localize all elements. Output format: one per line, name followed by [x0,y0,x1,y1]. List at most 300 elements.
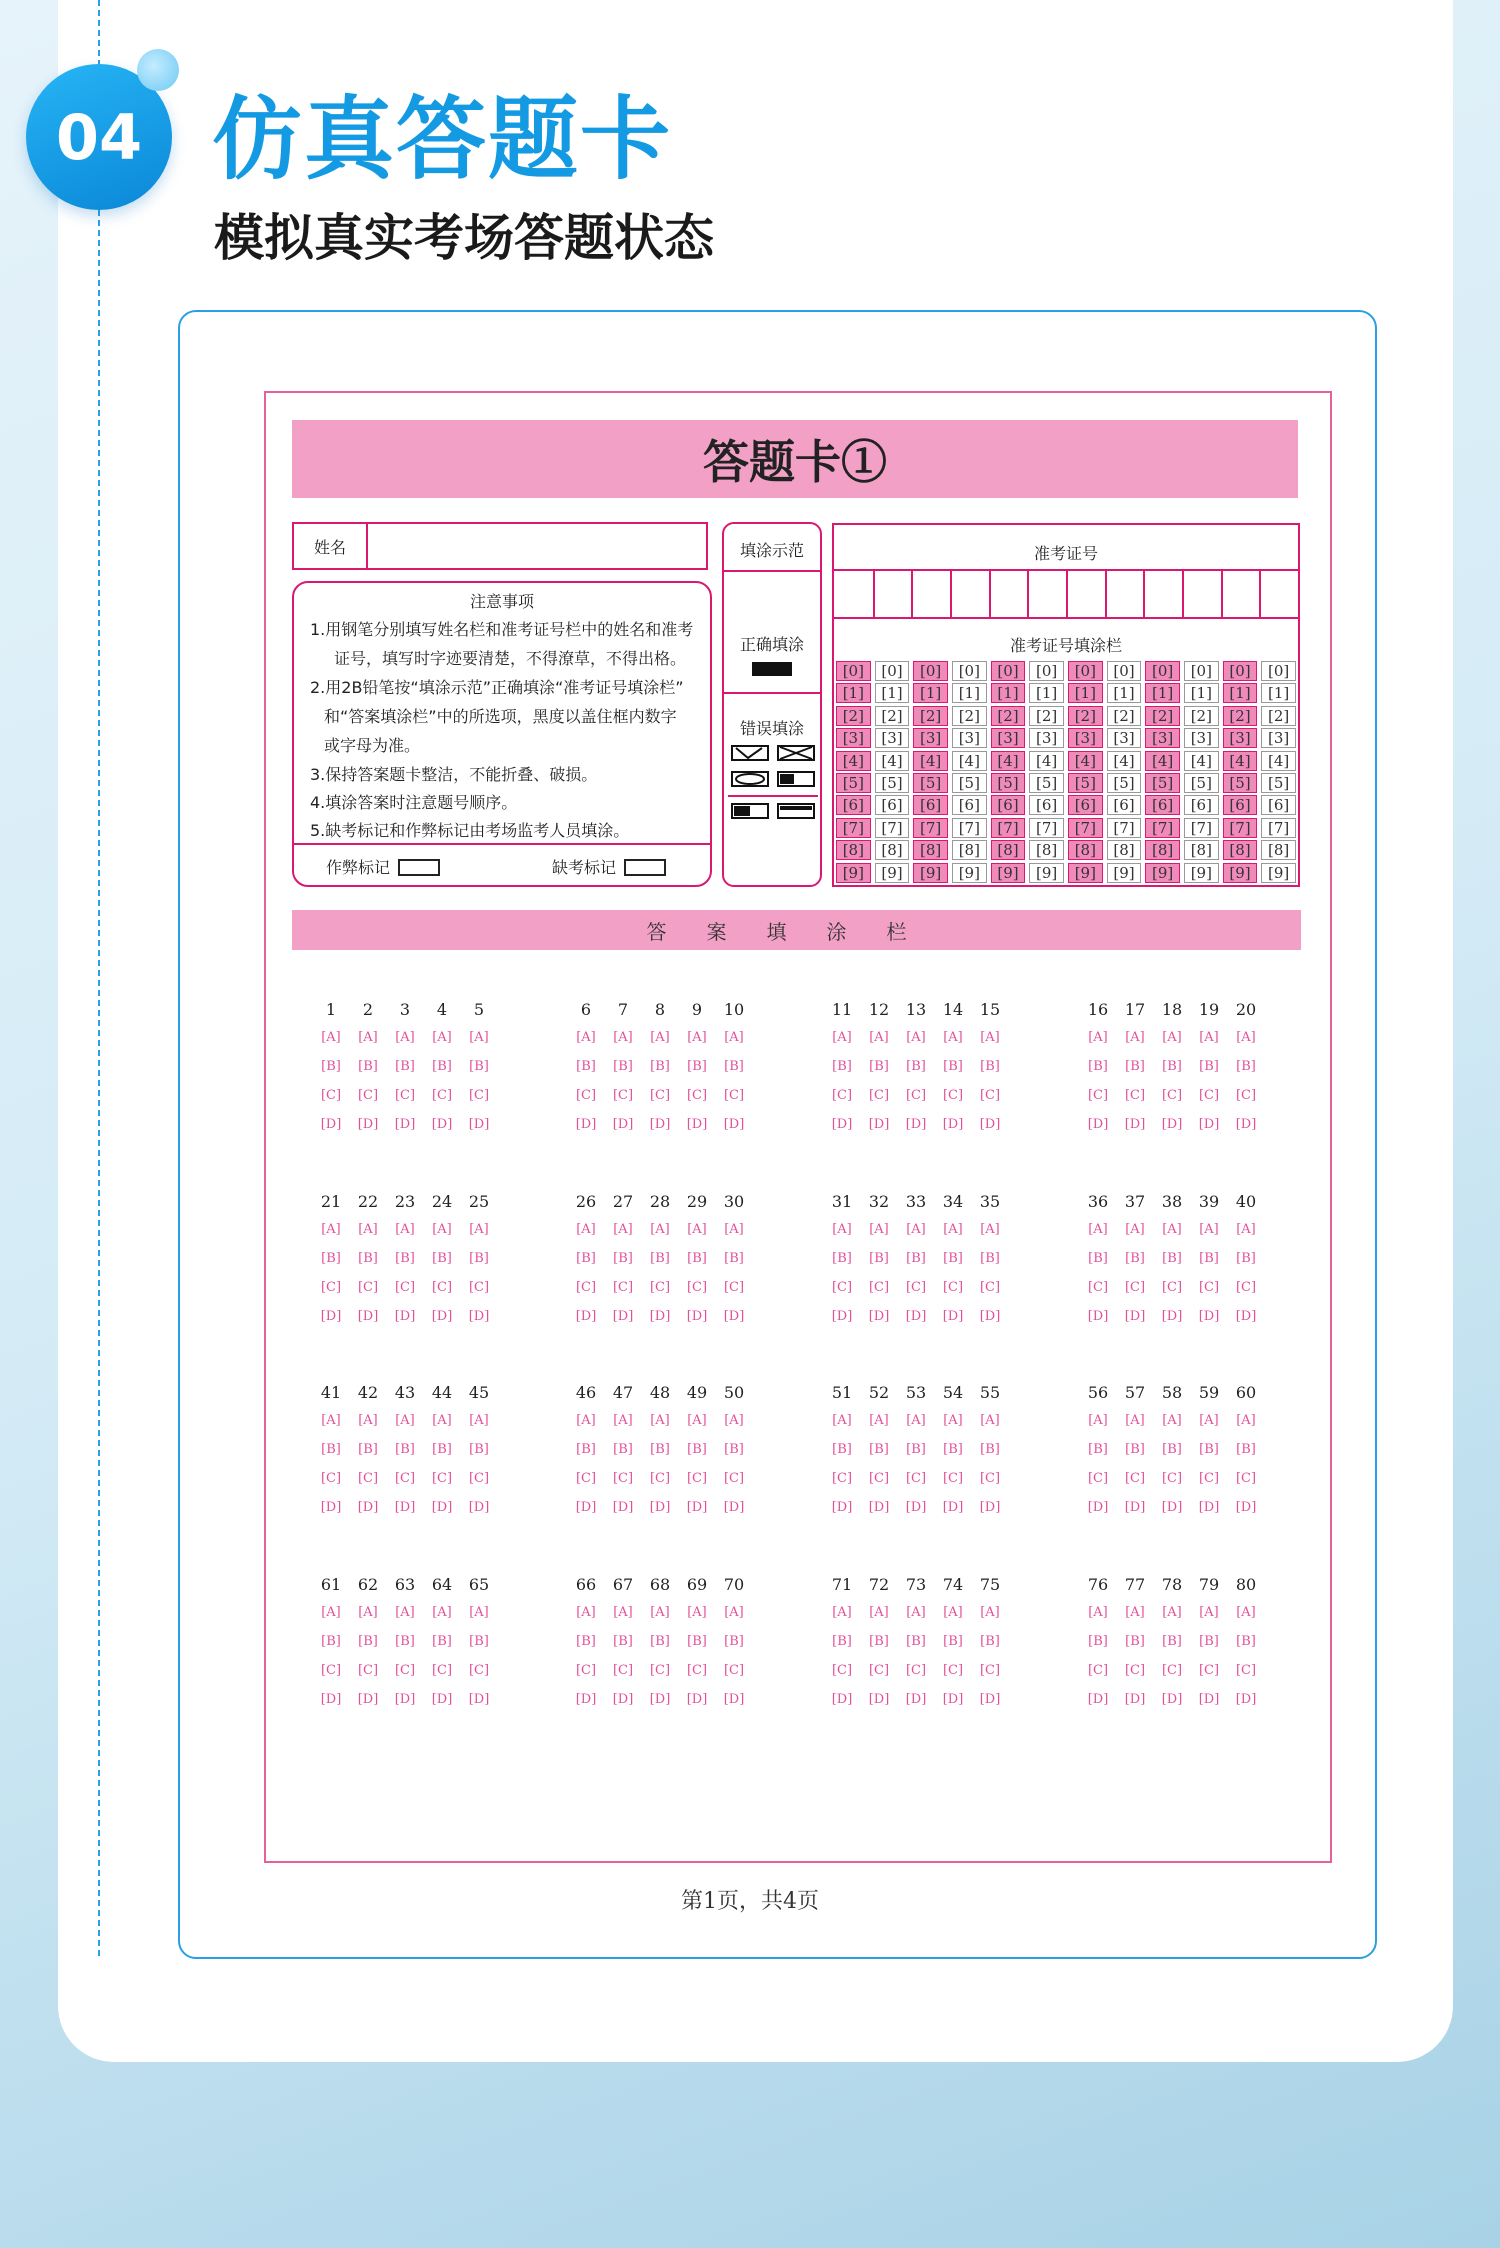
exam-digit-bubble[interactable]: [8] [1107,840,1142,860]
exam-digit-bubble[interactable]: [7] [836,818,871,838]
answer-option-bubble[interactable]: [D] [942,1309,964,1324]
exam-digit-bubble[interactable]: [1] [1184,683,1219,703]
answer-option-bubble[interactable]: [C] [942,1088,964,1103]
exam-digit-bubble[interactable]: [2] [1223,706,1258,726]
exam-digit-bubble[interactable]: [5] [1261,773,1296,793]
answer-option-bubble[interactable]: [A] [1236,1413,1256,1428]
answer-option-bubble[interactable]: [B] [395,1634,415,1649]
exam-digit-bubble[interactable]: [7] [1184,818,1219,838]
exam-digit-bubble[interactable]: [4] [1029,751,1064,771]
answer-option-bubble[interactable]: [A] [321,1222,341,1237]
answer-option-bubble[interactable]: [D] [905,1500,927,1515]
answer-option-bubble[interactable]: [B] [395,1251,415,1266]
exam-number-write-cell[interactable] [911,571,950,617]
answer-option-bubble[interactable]: [D] [394,1500,416,1515]
answer-option-bubble[interactable]: [B] [469,1251,489,1266]
exam-digit-bubble[interactable]: [7] [1068,818,1103,838]
answer-option-bubble[interactable]: [A] [650,1030,670,1045]
exam-digit-bubble[interactable]: [0] [836,661,871,681]
answer-option-bubble[interactable]: [C] [1161,1280,1183,1295]
answer-option-bubble[interactable]: [A] [980,1605,1000,1620]
exam-digit-bubble[interactable]: [1] [1261,683,1296,703]
answer-option-bubble[interactable]: [C] [723,1280,745,1295]
exam-digit-bubble[interactable]: [6] [1029,795,1064,815]
answer-option-bubble[interactable]: [A] [358,1222,378,1237]
answer-option-bubble[interactable]: [D] [1235,1117,1257,1132]
answer-option-bubble[interactable]: [D] [612,1117,634,1132]
exam-digit-bubble[interactable]: [1] [1068,683,1103,703]
answer-option-bubble[interactable]: [A] [1236,1605,1256,1620]
exam-digit-bubble[interactable]: [4] [1068,751,1103,771]
answer-option-bubble[interactable]: [C] [942,1471,964,1486]
answer-option-bubble[interactable]: [A] [943,1030,963,1045]
answer-option-bubble[interactable]: [D] [1087,1309,1109,1324]
exam-digit-bubble[interactable]: [4] [952,751,987,771]
answer-option-bubble[interactable]: [D] [1235,1500,1257,1515]
answer-option-bubble[interactable]: [D] [1198,1117,1220,1132]
answer-option-bubble[interactable]: [B] [650,1442,670,1457]
answer-option-bubble[interactable]: [A] [469,1030,489,1045]
answer-option-bubble[interactable]: [B] [943,1059,963,1074]
exam-digit-bubble[interactable]: [4] [836,751,871,771]
answer-option-bubble[interactable]: [D] [723,1692,745,1707]
exam-digit-bubble[interactable]: [0] [952,661,987,681]
answer-option-bubble[interactable]: [B] [432,1059,452,1074]
answer-option-bubble[interactable]: [B] [613,1442,633,1457]
exam-digit-bubble[interactable]: [3] [1261,728,1296,748]
answer-option-bubble[interactable]: [C] [1161,1088,1183,1103]
name-field[interactable] [292,522,708,570]
answer-option-bubble[interactable]: [C] [686,1280,708,1295]
answer-option-bubble[interactable]: [B] [832,1634,852,1649]
exam-digit-bubble[interactable]: [4] [875,751,910,771]
answer-option-bubble[interactable]: [B] [576,1442,596,1457]
exam-digit-bubble[interactable]: [7] [875,818,910,838]
answer-option-bubble[interactable]: [C] [1161,1471,1183,1486]
exam-digit-bubble[interactable]: [7] [1029,818,1064,838]
answer-option-bubble[interactable]: [B] [613,1634,633,1649]
answer-option-bubble[interactable]: [B] [1088,1634,1108,1649]
exam-digit-bubble[interactable]: [4] [1223,751,1258,771]
answer-option-bubble[interactable]: [C] [723,1088,745,1103]
exam-digit-bubble[interactable]: [9] [913,863,948,883]
answer-option-bubble[interactable]: [D] [394,1309,416,1324]
answer-option-bubble[interactable]: [C] [905,1663,927,1678]
answer-option-bubble[interactable]: [A] [576,1030,596,1045]
answer-option-bubble[interactable]: [C] [1087,1280,1109,1295]
answer-option-bubble[interactable]: [B] [1199,1634,1219,1649]
exam-digit-bubble[interactable]: [6] [913,795,948,815]
answer-option-bubble[interactable]: [C] [1124,1663,1146,1678]
answer-option-bubble[interactable]: [A] [906,1222,926,1237]
exam-digit-bubble[interactable]: [1] [1223,683,1258,703]
exam-digit-bubble[interactable]: [1] [836,683,871,703]
answer-option-bubble[interactable]: [C] [649,1471,671,1486]
answer-option-bubble[interactable]: [A] [724,1413,744,1428]
exam-digit-bubble[interactable]: [3] [952,728,987,748]
answer-option-bubble[interactable]: [A] [432,1605,452,1620]
answer-option-bubble[interactable]: [C] [905,1280,927,1295]
absent-mark-box[interactable] [624,859,666,876]
exam-digit-bubble[interactable]: [8] [952,840,987,860]
answer-option-bubble[interactable]: [D] [942,1692,964,1707]
answer-option-bubble[interactable]: [C] [468,1088,490,1103]
answer-option-bubble[interactable]: [C] [320,1663,342,1678]
answer-option-bubble[interactable]: [A] [1162,1030,1182,1045]
answer-option-bubble[interactable]: [A] [869,1222,889,1237]
answer-option-bubble[interactable]: [A] [906,1413,926,1428]
exam-digit-bubble[interactable]: [3] [1029,728,1064,748]
exam-number-write-cell[interactable] [989,571,1028,617]
exam-digit-bubble[interactable]: [2] [1029,706,1064,726]
answer-option-bubble[interactable]: [A] [724,1605,744,1620]
answer-option-bubble[interactable]: [C] [868,1088,890,1103]
exam-digit-bubble[interactable]: [0] [1261,661,1296,681]
answer-option-bubble[interactable]: [A] [1088,1222,1108,1237]
answer-option-bubble[interactable]: [D] [868,1500,890,1515]
answer-option-bubble[interactable]: [B] [980,1059,1000,1074]
answer-option-bubble[interactable]: [C] [831,1088,853,1103]
answer-option-bubble[interactable]: [C] [394,1471,416,1486]
exam-digit-bubble[interactable]: [2] [1068,706,1103,726]
answer-option-bubble[interactable]: [A] [1162,1222,1182,1237]
answer-option-bubble[interactable]: [D] [979,1309,1001,1324]
answer-option-bubble[interactable]: [C] [1124,1280,1146,1295]
answer-option-bubble[interactable]: [A] [613,1030,633,1045]
answer-option-bubble[interactable]: [D] [1161,1692,1183,1707]
answer-option-bubble[interactable]: [D] [649,1309,671,1324]
answer-option-bubble[interactable]: [A] [943,1222,963,1237]
answer-option-bubble[interactable]: [D] [320,1692,342,1707]
answer-option-bubble[interactable]: [B] [432,1251,452,1266]
answer-option-bubble[interactable]: [D] [942,1500,964,1515]
answer-option-bubble[interactable]: [C] [686,1088,708,1103]
exam-digit-bubble[interactable]: [9] [1029,863,1064,883]
exam-number-write-cell[interactable] [873,571,912,617]
answer-option-bubble[interactable]: [A] [943,1605,963,1620]
exam-number-write-cell[interactable] [950,571,989,617]
exam-digit-bubble[interactable]: [2] [952,706,987,726]
answer-option-bubble[interactable]: [C] [612,1280,634,1295]
answer-option-bubble[interactable]: [A] [869,1030,889,1045]
exam-digit-bubble[interactable]: [2] [1261,706,1296,726]
exam-digit-bubble[interactable]: [9] [836,863,871,883]
answer-option-bubble[interactable]: [A] [321,1605,341,1620]
exam-digit-bubble[interactable]: [7] [952,818,987,838]
answer-option-bubble[interactable]: [C] [905,1471,927,1486]
exam-digit-bubble[interactable]: [7] [1261,818,1296,838]
answer-option-bubble[interactable]: [A] [650,1413,670,1428]
answer-option-bubble[interactable]: [D] [649,1692,671,1707]
answer-option-bubble[interactable]: [B] [613,1059,633,1074]
answer-option-bubble[interactable]: [C] [868,1471,890,1486]
answer-option-bubble[interactable]: [D] [868,1309,890,1324]
exam-digit-bubble[interactable]: [0] [1184,661,1219,681]
answer-option-bubble[interactable]: [B] [1162,1634,1182,1649]
exam-digit-bubble[interactable]: [9] [991,863,1026,883]
exam-digit-bubble[interactable]: [2] [1107,706,1142,726]
exam-digit-bubble[interactable]: [0] [1145,661,1180,681]
answer-option-bubble[interactable]: [C] [1161,1663,1183,1678]
answer-option-bubble[interactable]: [C] [868,1280,890,1295]
answer-option-bubble[interactable]: [C] [1235,1471,1257,1486]
answer-option-bubble[interactable]: [D] [1124,1500,1146,1515]
answer-option-bubble[interactable]: [D] [575,1692,597,1707]
answer-option-bubble[interactable]: [D] [1198,1692,1220,1707]
exam-digit-bubble[interactable]: [1] [952,683,987,703]
answer-option-bubble[interactable]: [C] [649,1280,671,1295]
answer-option-bubble[interactable]: [C] [1198,1663,1220,1678]
answer-option-bubble[interactable]: [C] [979,1088,1001,1103]
answer-option-bubble[interactable]: [D] [1161,1500,1183,1515]
answer-option-bubble[interactable]: [C] [723,1663,745,1678]
answer-option-bubble[interactable]: [A] [469,1605,489,1620]
exam-digit-bubble[interactable]: [1] [913,683,948,703]
answer-option-bubble[interactable]: [D] [1124,1309,1146,1324]
answer-option-bubble[interactable]: [D] [1087,1117,1109,1132]
answer-option-bubble[interactable]: [A] [576,1222,596,1237]
answer-option-bubble[interactable]: [A] [358,1413,378,1428]
answer-option-bubble[interactable]: [A] [832,1030,852,1045]
answer-option-bubble[interactable]: [D] [979,1500,1001,1515]
answer-option-bubble[interactable]: [B] [1199,1251,1219,1266]
answer-option-bubble[interactable]: [A] [395,1222,415,1237]
answer-option-bubble[interactable]: [B] [1162,1251,1182,1266]
answer-option-bubble[interactable]: [D] [723,1117,745,1132]
exam-digit-bubble[interactable]: [2] [1145,706,1180,726]
answer-option-bubble[interactable]: [C] [320,1280,342,1295]
exam-digit-bubble[interactable]: [7] [1107,818,1142,838]
exam-digit-bubble[interactable]: [3] [991,728,1026,748]
answer-option-bubble[interactable]: [B] [1236,1059,1256,1074]
answer-option-bubble[interactable]: [A] [469,1222,489,1237]
answer-option-bubble[interactable]: [C] [1198,1088,1220,1103]
answer-option-bubble[interactable]: [A] [980,1222,1000,1237]
answer-option-bubble[interactable]: [D] [575,1500,597,1515]
exam-digit-bubble[interactable]: [1] [1107,683,1142,703]
answer-option-bubble[interactable]: [B] [432,1634,452,1649]
answer-option-bubble[interactable]: [B] [469,1059,489,1074]
answer-option-bubble[interactable]: [C] [868,1663,890,1678]
answer-option-bubble[interactable]: [C] [612,1663,634,1678]
answer-option-bubble[interactable]: [C] [575,1663,597,1678]
exam-number-write-cell[interactable] [1105,571,1144,617]
answer-option-bubble[interactable]: [B] [1162,1442,1182,1457]
answer-option-bubble[interactable]: [A] [980,1413,1000,1428]
exam-digit-bubble[interactable]: [1] [1145,683,1180,703]
exam-digit-bubble[interactable]: [3] [1107,728,1142,748]
answer-option-bubble[interactable]: [D] [905,1309,927,1324]
answer-option-bubble[interactable]: [C] [979,1280,1001,1295]
answer-option-bubble[interactable]: [C] [468,1471,490,1486]
exam-digit-bubble[interactable]: [4] [991,751,1026,771]
answer-option-bubble[interactable]: [A] [1125,1222,1145,1237]
exam-digit-bubble[interactable]: [5] [1068,773,1103,793]
answer-option-bubble[interactable]: [B] [943,1251,963,1266]
exam-digit-bubble[interactable]: [0] [913,661,948,681]
answer-option-bubble[interactable]: [B] [1088,1251,1108,1266]
answer-option-bubble[interactable]: [C] [942,1280,964,1295]
answer-option-bubble[interactable]: [A] [576,1605,596,1620]
answer-option-bubble[interactable]: [C] [357,1663,379,1678]
answer-option-bubble[interactable]: [D] [468,1309,490,1324]
answer-option-bubble[interactable]: [D] [431,1309,453,1324]
exam-digit-bubble[interactable]: [5] [1029,773,1064,793]
answer-option-bubble[interactable]: [D] [320,1117,342,1132]
answer-option-bubble[interactable]: [D] [723,1309,745,1324]
answer-option-bubble[interactable]: [D] [1124,1692,1146,1707]
answer-option-bubble[interactable]: [B] [687,1059,707,1074]
answer-option-bubble[interactable]: [B] [1236,1634,1256,1649]
answer-option-bubble[interactable]: [D] [868,1692,890,1707]
answer-option-bubble[interactable]: [D] [979,1692,1001,1707]
answer-option-bubble[interactable]: [B] [576,1059,596,1074]
answer-option-bubble[interactable]: [A] [687,1413,707,1428]
answer-option-bubble[interactable]: [C] [831,1663,853,1678]
answer-option-bubble[interactable]: [B] [906,1442,926,1457]
answer-option-bubble[interactable]: [C] [1235,1280,1257,1295]
answer-option-bubble[interactable]: [D] [320,1500,342,1515]
answer-option-bubble[interactable]: [C] [686,1663,708,1678]
answer-option-bubble[interactable]: [B] [832,1059,852,1074]
exam-digit-bubble[interactable]: [2] [913,706,948,726]
exam-digit-bubble[interactable]: [8] [1184,840,1219,860]
answer-option-bubble[interactable]: [B] [943,1442,963,1457]
exam-digit-bubble[interactable]: [0] [1223,661,1258,681]
answer-option-bubble[interactable]: [D] [1198,1309,1220,1324]
answer-option-bubble[interactable]: [C] [1124,1088,1146,1103]
answer-option-bubble[interactable]: [D] [394,1692,416,1707]
answer-option-bubble[interactable]: [D] [1235,1692,1257,1707]
answer-option-bubble[interactable]: [D] [979,1117,1001,1132]
answer-option-bubble[interactable]: [B] [1199,1059,1219,1074]
answer-option-bubble[interactable]: [C] [431,1663,453,1678]
answer-option-bubble[interactable]: [A] [432,1222,452,1237]
exam-digit-bubble[interactable]: [8] [1029,840,1064,860]
exam-digit-bubble[interactable]: [3] [1184,728,1219,748]
answer-option-bubble[interactable]: [D] [1198,1500,1220,1515]
exam-digit-bubble[interactable]: [8] [991,840,1026,860]
exam-digit-bubble[interactable]: [8] [1068,840,1103,860]
answer-option-bubble[interactable]: [D] [612,1692,634,1707]
exam-digit-bubble[interactable]: [8] [836,840,871,860]
answer-option-bubble[interactable]: [A] [1088,1605,1108,1620]
answer-option-bubble[interactable]: [A] [321,1030,341,1045]
answer-option-bubble[interactable]: [C] [612,1471,634,1486]
answer-option-bubble[interactable]: [A] [613,1222,633,1237]
exam-digit-bubble[interactable]: [2] [875,706,910,726]
answer-option-bubble[interactable]: [D] [1161,1117,1183,1132]
answer-option-bubble[interactable]: [A] [1236,1222,1256,1237]
answer-option-bubble[interactable]: [B] [321,1634,341,1649]
answer-option-bubble[interactable]: [B] [358,1059,378,1074]
answer-option-bubble[interactable]: [B] [724,1059,744,1074]
answer-option-bubble[interactable]: [B] [906,1251,926,1266]
cheat-mark-box[interactable] [398,859,440,876]
answer-option-bubble[interactable]: [C] [575,1280,597,1295]
exam-digit-bubble[interactable]: [9] [1261,863,1296,883]
answer-option-bubble[interactable]: [C] [686,1471,708,1486]
exam-digit-bubble[interactable]: [4] [913,751,948,771]
exam-digit-bubble[interactable]: [6] [836,795,871,815]
answer-option-bubble[interactable]: [C] [1087,1088,1109,1103]
answer-option-bubble[interactable]: [B] [832,1251,852,1266]
answer-option-bubble[interactable]: [B] [906,1059,926,1074]
exam-digit-bubble[interactable]: [5] [913,773,948,793]
answer-option-bubble[interactable]: [B] [576,1634,596,1649]
answer-option-bubble[interactable]: [A] [724,1030,744,1045]
exam-digit-bubble[interactable]: [9] [1068,863,1103,883]
answer-option-bubble[interactable]: [A] [358,1030,378,1045]
answer-option-bubble[interactable]: [B] [943,1634,963,1649]
answer-option-bubble[interactable]: [C] [649,1663,671,1678]
answer-option-bubble[interactable]: [D] [831,1117,853,1132]
answer-option-bubble[interactable]: [A] [980,1030,1000,1045]
answer-option-bubble[interactable]: [D] [612,1309,634,1324]
exam-digit-bubble[interactable]: [4] [1261,751,1296,771]
exam-digit-bubble[interactable]: [7] [1145,818,1180,838]
answer-option-bubble[interactable]: [D] [942,1117,964,1132]
answer-option-bubble[interactable]: [A] [613,1413,633,1428]
answer-option-bubble[interactable]: [A] [1162,1413,1182,1428]
answer-option-bubble[interactable]: [B] [358,1634,378,1649]
answer-option-bubble[interactable]: [A] [1162,1605,1182,1620]
answer-option-bubble[interactable]: [B] [650,1059,670,1074]
answer-option-bubble[interactable]: [C] [612,1088,634,1103]
exam-digit-bubble[interactable]: [6] [1261,795,1296,815]
answer-option-bubble[interactable]: [D] [1087,1500,1109,1515]
answer-option-bubble[interactable]: [C] [320,1088,342,1103]
answer-option-bubble[interactable]: [A] [832,1222,852,1237]
answer-option-bubble[interactable]: [A] [321,1413,341,1428]
exam-digit-bubble[interactable]: [6] [1223,795,1258,815]
exam-digit-bubble[interactable]: [5] [1223,773,1258,793]
answer-option-bubble[interactable]: [D] [905,1692,927,1707]
answer-option-bubble[interactable]: [D] [1124,1117,1146,1132]
answer-option-bubble[interactable]: [C] [649,1088,671,1103]
answer-option-bubble[interactable]: [A] [358,1605,378,1620]
answer-option-bubble[interactable]: [B] [650,1634,670,1649]
answer-option-bubble[interactable]: [C] [1198,1471,1220,1486]
answer-option-bubble[interactable]: [B] [906,1634,926,1649]
exam-digit-bubble[interactable]: [8] [875,840,910,860]
answer-option-bubble[interactable]: [B] [1125,1059,1145,1074]
answer-option-bubble[interactable]: [B] [980,1634,1000,1649]
exam-digit-bubble[interactable]: [5] [991,773,1026,793]
exam-digit-bubble[interactable]: [1] [991,683,1026,703]
exam-digit-bubble[interactable]: [5] [875,773,910,793]
answer-option-bubble[interactable]: [D] [612,1500,634,1515]
exam-digit-bubble[interactable]: [1] [875,683,910,703]
exam-digit-bubble[interactable]: [2] [1184,706,1219,726]
exam-digit-bubble[interactable]: [3] [1068,728,1103,748]
answer-option-bubble[interactable]: [D] [357,1309,379,1324]
answer-option-bubble[interactable]: [B] [432,1442,452,1457]
answer-option-bubble[interactable]: [B] [321,1442,341,1457]
answer-option-bubble[interactable]: [A] [395,1030,415,1045]
exam-digit-bubble[interactable]: [0] [1107,661,1142,681]
exam-digit-bubble[interactable]: [7] [991,818,1026,838]
answer-option-bubble[interactable]: [D] [723,1500,745,1515]
answer-option-bubble[interactable]: [C] [1087,1471,1109,1486]
answer-option-bubble[interactable]: [D] [394,1117,416,1132]
exam-digit-bubble[interactable]: [6] [1068,795,1103,815]
answer-option-bubble[interactable]: [C] [575,1088,597,1103]
answer-option-bubble[interactable]: [D] [831,1500,853,1515]
answer-option-bubble[interactable]: [D] [649,1117,671,1132]
exam-digit-bubble[interactable]: [9] [1145,863,1180,883]
exam-number-write-cell[interactable] [1027,571,1066,617]
